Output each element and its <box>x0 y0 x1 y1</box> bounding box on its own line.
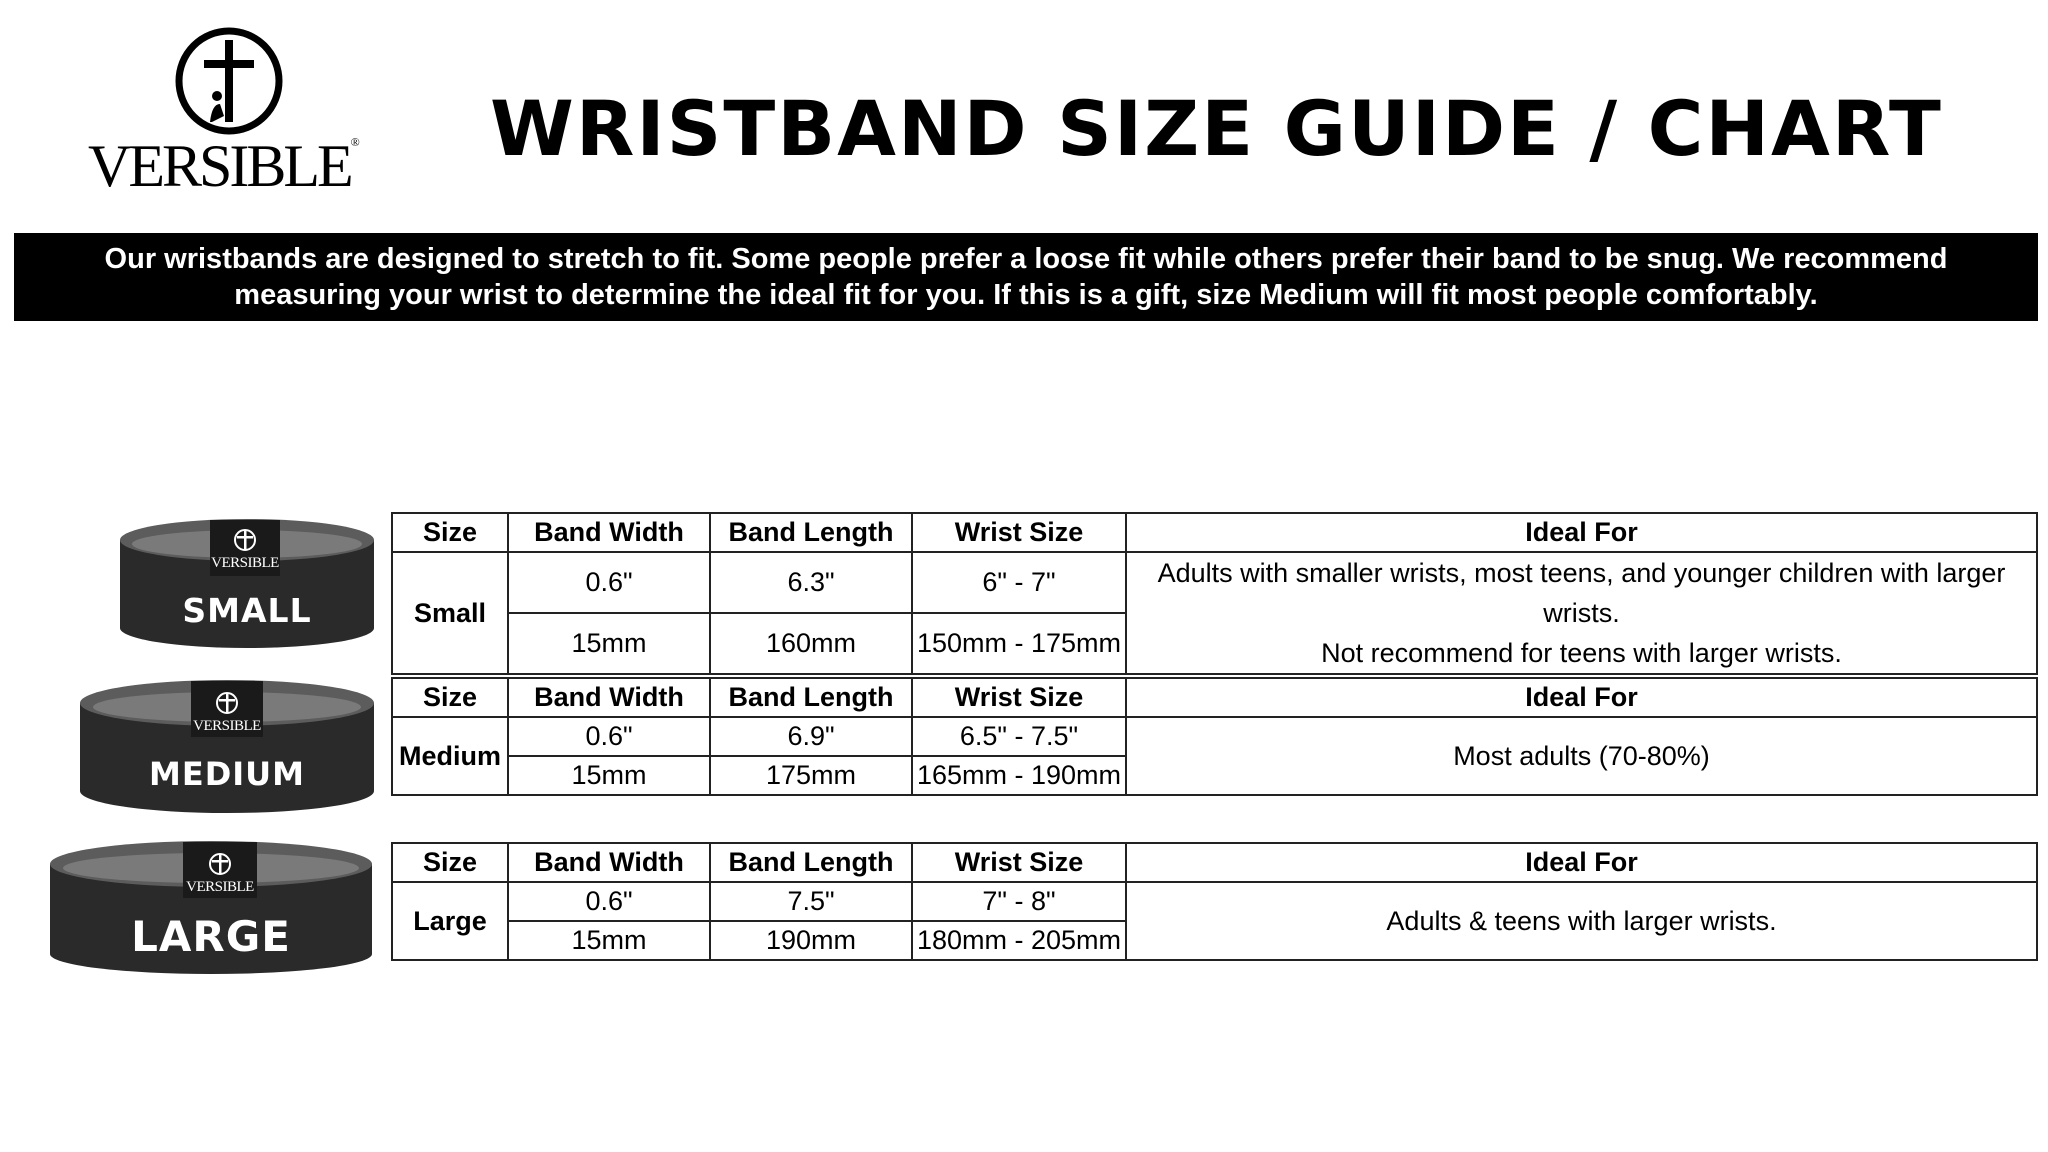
header-wrist-size: Wrist Size <box>912 678 1126 717</box>
table-header-row <box>392 843 2037 882</box>
header-band-width: Band Width <box>508 843 710 882</box>
band-width-mm: 15mm <box>508 921 710 960</box>
header-size: Size <box>392 513 508 552</box>
size-name: Medium <box>392 717 508 795</box>
band-length-in: 6.9" <box>710 717 912 756</box>
table-header-row <box>392 513 2037 552</box>
wrist-size-mm: 180mm - 205mm <box>912 921 1126 960</box>
wristband-image-large <box>48 838 374 976</box>
ideal-for-cell: Most adults (70-80%) <box>1126 717 2037 795</box>
band-width-mm: 15mm <box>508 613 710 674</box>
band-length-in: 6.3" <box>710 552 912 613</box>
size-name: Large <box>392 882 508 960</box>
intro-banner <box>14 233 2038 321</box>
header-ideal-for: Ideal For <box>1126 513 2037 552</box>
table-row <box>392 552 2037 613</box>
wristband-image-medium <box>78 677 376 815</box>
intro-text: Our wristbands are designed to stretch to fit. Some people prefer a loose fit while others prefer their band to be snug. We recommend measuring your wrist to determine the ideal fit for you. If this is a gift, size Medium will fit most people comfortably. <box>104 243 1948 311</box>
header-size: Size <box>392 843 508 882</box>
header-band-width: Band Width <box>508 678 710 717</box>
band-brand-large: VERSIBLE <box>186 879 254 895</box>
brand-wordmark: VERSIBLE® <box>88 133 360 199</box>
header-band-length: Band Length <box>710 843 912 882</box>
size-table-medium <box>391 677 2038 796</box>
band-width-mm: 15mm <box>508 756 710 795</box>
band-width-in: 0.6" <box>508 882 710 921</box>
wrist-size-mm: 150mm - 175mm <box>912 613 1126 674</box>
wrist-size-in: 6" - 7" <box>912 552 1126 613</box>
wrist-size-in: 6.5" - 7.5" <box>912 717 1126 756</box>
header-size: Size <box>392 678 508 717</box>
band-brand-small: VERSIBLE <box>211 555 279 571</box>
band-label-small: SMALL <box>182 591 312 630</box>
versible-logo <box>88 26 388 199</box>
header-band-length: Band Length <box>710 678 912 717</box>
ideal-for-line: Not recommend for teens with larger wrists. <box>1321 638 1842 668</box>
band-width-in: 0.6" <box>508 552 710 613</box>
header-wrist-size: Wrist Size <box>912 843 1126 882</box>
table-header-row <box>392 678 2037 717</box>
table-row <box>392 882 2037 921</box>
band-length-in: 7.5" <box>710 882 912 921</box>
wristband-image-small <box>118 516 376 651</box>
band-label-large: LARGE <box>131 912 291 961</box>
table-row <box>392 717 2037 756</box>
header-ideal-for: Ideal For <box>1126 678 2037 717</box>
header-band-length: Band Length <box>710 513 912 552</box>
band-length-mm: 175mm <box>710 756 912 795</box>
header-wrist-size: Wrist Size <box>912 513 1126 552</box>
band-label-medium: MEDIUM <box>149 755 305 793</box>
size-table-large <box>391 842 2038 961</box>
band-length-mm: 160mm <box>710 613 912 674</box>
wrist-size-mm: 165mm - 190mm <box>912 756 1126 795</box>
page-title: WRISTBAND SIZE GUIDE / CHART <box>490 84 1943 173</box>
band-brand-medium: VERSIBLE <box>193 718 261 734</box>
cross-circle-icon <box>174 26 284 136</box>
ideal-for-line: Adults with smaller wrists, most teens, and younger children with larger wrists. <box>1157 558 2006 628</box>
band-length-mm: 190mm <box>710 921 912 960</box>
header-band-width: Band Width <box>508 513 710 552</box>
ideal-for-cell <box>1126 552 2037 674</box>
size-name: Small <box>392 552 508 674</box>
header-ideal-for: Ideal For <box>1126 843 2037 882</box>
band-width-in: 0.6" <box>508 717 710 756</box>
size-table-small <box>391 512 2038 675</box>
wrist-size-in: 7" - 8" <box>912 882 1126 921</box>
ideal-for-cell: Adults & teens with larger wrists. <box>1126 882 2037 960</box>
